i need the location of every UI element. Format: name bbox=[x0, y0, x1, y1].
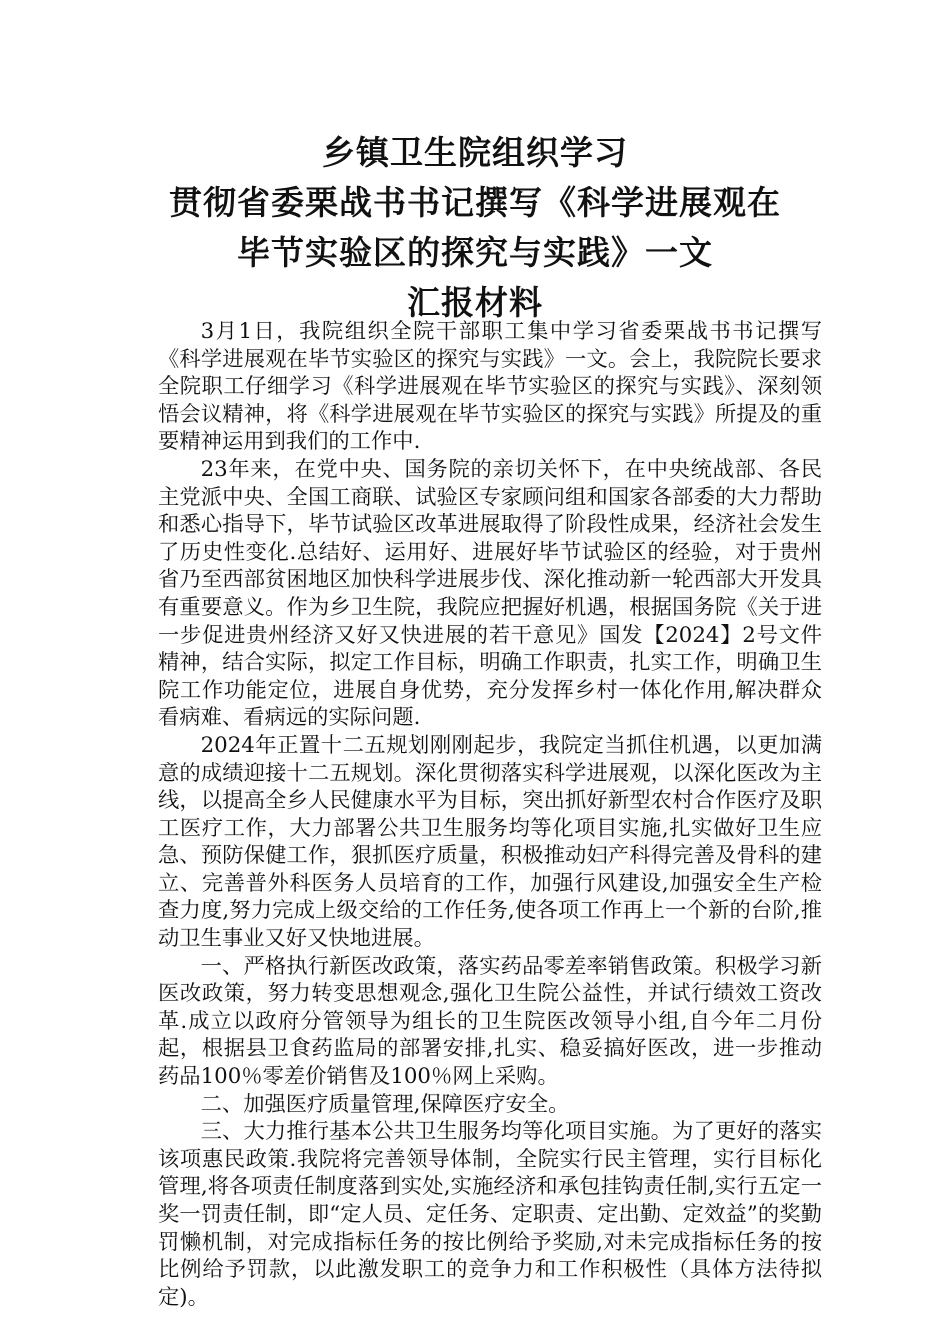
title-line-1: 乡镇卫生院组织学习 bbox=[322, 133, 628, 172]
title-line-2: 贯彻省委栗战书书记撰写《科学进展观在 bbox=[169, 183, 781, 222]
paragraph-item-three: 三、大力推行基本公共卫生服务均等化项目实施。为了更好的落实该项惠民政策.我院将完善领导体制，全院实行民主管理，实行目标化管理,将各项责任制度落到实处,实施经济和承包挂钩责任制,实行五定一奖一罚责任制，即“定人员、定任务、定职责、定出勤、定效益”的奖勤罚懒机制，对完成指标任务的按比例给予奖励,对未完成指标任务的按比例给予罚款，以此激发职工的竞争力和工作积极性（具体方法待拟定)。 bbox=[158, 1119, 822, 1310]
title-line-4: 汇报材料 bbox=[407, 283, 543, 322]
paragraph-23-years: 23年来，在党中央、国务院的亲切关怀下，在中央统战部、各民主党派中央、全国工商联、试验区专家顾问组和国家各部委的大力帮助和悉心指导下，毕节试验区改革进展取得了阶段性成果，经济社会发生了历史性变化.总结好、运用好、进展好毕节试验区的经验，对于贵州省乃至西部贫困地区加快科学进展步伐、深化推动新一轮西部大开发具有重要意义。作为乡卫生院，我院应把握好机遇，根据国务院《关于进一步促进贵州经济又好又快进展的若干意见》国发【2024】2号文件精神，结合实际，拟定工作目标，明确工作职责，扎实工作，明确卫生院工作功能定位，进展自身优势，充分发挥乡村一体化作用,解决群众看病难、看病远的实际问题. bbox=[158, 456, 822, 731]
title-line-3: 毕节实验区的探究与实践》一文 bbox=[237, 233, 713, 272]
paragraph-item-two: 二、加强医疗质量管理,保障医疗安全。 bbox=[200, 1091, 570, 1117]
paragraph-study-meeting: 3月1日，我院组织全院干部职工集中学习省委栗战书书记撰写《科学进展观在毕节实验区的探究与实践》一文。会上，我院院长要求全院职工仔细学习《科学进展观在毕节实验区的探究与实践》、深刻领悟会议精神，将《科学进展观在毕节实验区的探究与实践》所提及的重要精神运用到我们的工作中. bbox=[158, 319, 822, 455]
document-body bbox=[158, 318, 822, 1311]
paragraph-item-one: 一、严格执行新医改政策，落实药品零差率销售政策。积极学习新医改政策，努力转变思想观念,强化卫生院公益性，并试行绩效工资改革.成立以政府分管领导为组长的卫生院医改领导小组,自今年二月份起，根据县卫食药监局的部署安排,扎实、稳妥搞好医改，进一步推动药品100％零差价销售及100％网上采购。 bbox=[158, 953, 822, 1090]
document-title bbox=[130, 128, 820, 328]
paragraph-2024-plan: 2024年正置十二五规划刚刚起步，我院定当抓住机遇，以更加满意的成绩迎接十二五规划。深化贯彻落实科学进展观，以深化医改为主线，以提高全乡人民健康水平为目标，突出抓好新型农村合作医疗及职工医疗工作，大力部署公共卫生服务均等化项目实施,扎实做好卫生应急、预防保健工作，狠抓医疗质量，积极推动妇产科得完善及骨科的建立、完善普外科医务人员培育的工作，加强行风建设,加强安全生产检查力度,努力完成上级交给的工作任务,使各项工作再上一个新的台阶,推动卫生事业又好又快地进展。 bbox=[158, 732, 822, 952]
